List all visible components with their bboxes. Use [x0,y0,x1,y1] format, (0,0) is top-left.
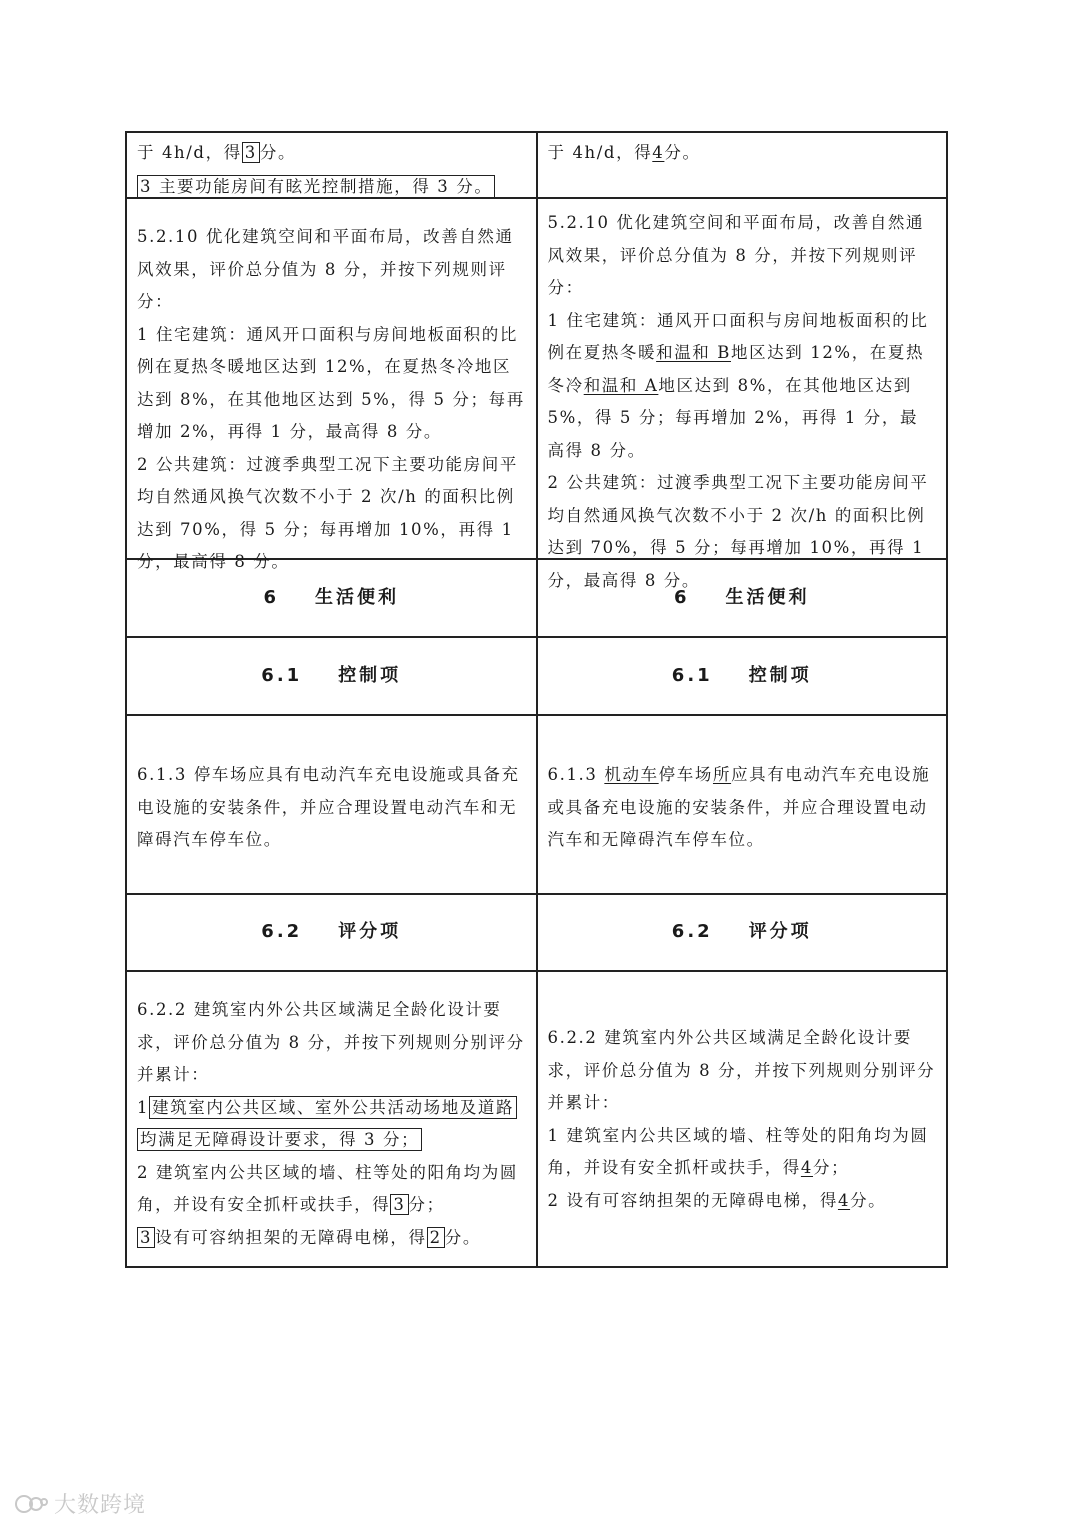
heading-right: 6 生活便利 [538,560,949,638]
box-mark: 3 [390,1194,408,1215]
watermark-logo-icon [14,1492,48,1516]
cell-right: 6.2.2 建筑室内外公共区域满足全龄化设计要求，评价总分值为 8 分，并按下列规则分别评分并累计： 1 建筑室内公共区域的墙、柱等处的阳角均为圆角，并设有安全抓杆或扶手，得4分； 2 设有可容纳担架的无障碍电梯，得4分。 [538,972,949,1268]
box-mark: 3 [242,142,260,163]
box-mark: 2 [427,1227,445,1248]
underlined-change: 4 [652,143,665,162]
underlined-change: 4 [800,1158,814,1177]
cell-right: 6.1.3 机动车停车场所应具有电动汽车充电设施或具备充电设施的安装条件，并应合理设置电动汽车和无障碍汽车停车位。 [538,716,949,895]
underlined-change: 4 [837,1190,851,1210]
underlined-change: 机动车 [604,765,659,784]
heading-right: 6.1 控制项 [538,638,949,716]
cell-left: 5.2.10 优化建筑空间和平面布局，改善自然通风效果，评价总分值为 8 分，并按下列规则评分： 1 住宅建筑：通风开口面积与房间地板面积的比例在夏热冬暖地区达到 12%，在夏热冬冷地区达到 8%，在其他地区达到 5%，得 5 分；每再增加 2%，再得 1 分，最高得 8 分。 2 公共建筑：过渡季典型工况下主要功能房间平均自然通风换气次数不小于 2 次/h 的面积比例达到 70%，得 5 分；每再增加 10%，再得 1 分，最高得 8 分。 [127,199,538,560]
table-row [127,972,948,1268]
section-heading-row [127,638,948,716]
box-mark: 3 [137,1227,155,1248]
boxed-clause: 建筑室内公共区域、室外公共活动场地及道路均满足无障碍设计要求，得 3 分； [137,1096,517,1152]
heading-right: 6.2 评分项 [538,895,949,972]
heading-left: 6.2 评分项 [127,895,538,972]
cell-right: 于 4h/d，得4分。 [538,133,949,199]
watermark-text: 大数跨境 [54,1493,147,1518]
underlined-change: 和温和 A [583,375,659,395]
cell-right: 5.2.10 优化建筑空间和平面布局，改善自然通风效果，评价总分值为 8 分，并按下列规则评分： 1 住宅建筑：通风开口面积与房间地板面积的比例在夏热冬暖和温和 B地区达到 12%，在夏热冬冷和温和 A地区达到 8%，在其他地区达到 5%，得 5 分；每再增加 2%，再得 1 分，最高得 8 分。 2 公共建筑：过渡季典型工况下主要功能房间平均自然通风换气次数不小于 2 次/h 的面积比例达到 70%，得 5 分；每再增加 10%，再得 1 分，最高得 8 分。 [538,199,949,560]
comparison-table [125,131,948,1268]
table-row [127,133,948,199]
heading-left: 6 生活便利 [127,560,538,638]
underlined-change: 所 [712,765,732,784]
cell-left: 于 4h/d，得 3 分。 3 主要功能房间有眩光控制措施，得 3 分。 [127,133,538,199]
section-heading-row [127,895,948,972]
underlined-change: 和温和 B [656,343,731,362]
boxed-clause: 3 主要功能房间有眩光控制措施，得 3 分。 [137,175,495,198]
section-heading-row [127,560,948,638]
cell-left: 6.1.3 停车场应具有电动汽车充电设施或具备充电设施的安装条件，并应合理设置电动汽车和无障碍汽车停车位。 [127,716,538,895]
cell-left: 6.2.2 建筑室内外公共区域满足全龄化设计要求，评价总分值为 8 分，并按下列规则分别评分并累计： 1 建筑室内公共区域、室外公共活动场地及道路均满足无障碍设计要求，得 3 分； 2 建筑室内公共区域的墙、柱等处的阳角均为圆角，并设有安全抓杆或扶手，得 3 分； 3 设有可容纳担架的无障碍电梯，得 2 分。 [127,972,538,1268]
watermark [14,1488,146,1519]
table-row [127,716,948,895]
heading-left: 6.1 控制项 [127,638,538,716]
table-row [127,199,948,590]
